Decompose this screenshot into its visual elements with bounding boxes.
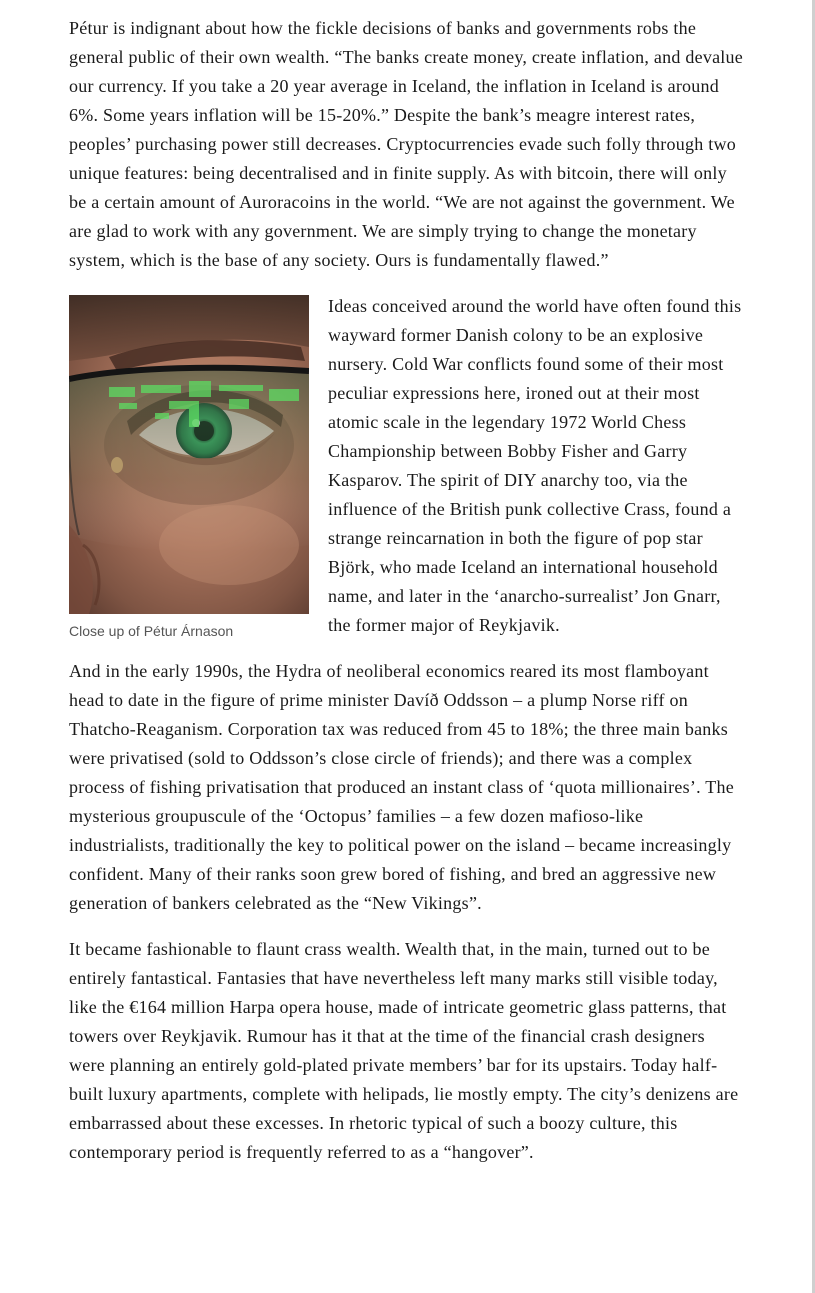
figure-caption: Close up of Pétur Árnason xyxy=(69,623,234,639)
paragraph-crass-wealth: It became fashionable to flaunt crass wealth. Wealth that, in the main, turned out to be entirely fantastical. Fantasies that have nevertheless left many marks still visible today, like the €164 million Harpa opera house, made of intricate geometric glass patterns, that towers over Reykjavik. Rumour has it that at the time of the financial crash designers were planning an entirely gold-plated private members’ bar for its upstairs. Today half-built luxury apartments, complete with helipads, lie mostly empty. The city’s denizens are embarrassed about these excesses. In rhetoric typical of such a boozy culture, this contemporary period is frequently referred to as a “hangover”. xyxy=(69,939,739,1162)
portrait-closeup-image xyxy=(69,295,309,614)
paragraph-inflation-quote: Pétur is indignant about how the fickle decisions of banks and governments robs the general public of their own wealth. “The banks create money, create inflation, and devalue our currency. If you take a 20 year average in Iceland, the inflation in Iceland is around 6%. Some years inflation will be 15-20%.” Despite the bank’s meagre interest rates, peoples’ purchasing power still decreases. Cryptocurrencies evade such folly through two unique features: being decentralised and in finite supply. As with bitcoin, there will only be a certain amount of Auroracoins in the world. “We are not against the government. We are glad to work with any government. We are simply trying to change the monetary system, which is the base of any society. Ours is fundamentally flawed.” xyxy=(69,18,744,270)
paragraph-iceland-ideas: Ideas conceived around the world have often found this wayward former Danish colony to be an explosive nursery. Cold War conflicts found some of their most peculiar expressions here, ironed out at their most atomic scale in the legendary 1972 World Chess Championship between Bobby Fisher and Garry Kasparov. The spirit of DIY anarchy too, via the influence of the British punk collective Crass, found a strange reincarnation in both the figure of pop star Björk, who made Iceland an international household name, and later in the ‘anarcho-surrealist’ Jon Gnarr, the former major of Reykjavik. xyxy=(328,296,742,635)
paragraph-neoliberal-1990s: And in the early 1990s, the Hydra of neoliberal economics reared its most flamboyant head to date in the figure of prime minister Davíð Oddsson – a plump Norse riff on Thatcho-Reaganism. Corporation tax was reduced from 45 to 18%; the three main banks were privatised (sold to Oddsson’s close circle of friends); and there was a complex process of fishing privatisation that produced an instant class of ‘quota millionaires’. The mysterious groupuscule of the ‘Octopus’ families – a few dozen mafioso-like industrialists, traditionally the key to political power on the island – became increasingly confident. Many of their ranks soon grew bored of fishing, and bred an aggressive new generation of bankers celebrated as the “New Vikings”. xyxy=(69,661,735,913)
article-figure xyxy=(69,295,309,640)
article-body xyxy=(69,14,745,1184)
